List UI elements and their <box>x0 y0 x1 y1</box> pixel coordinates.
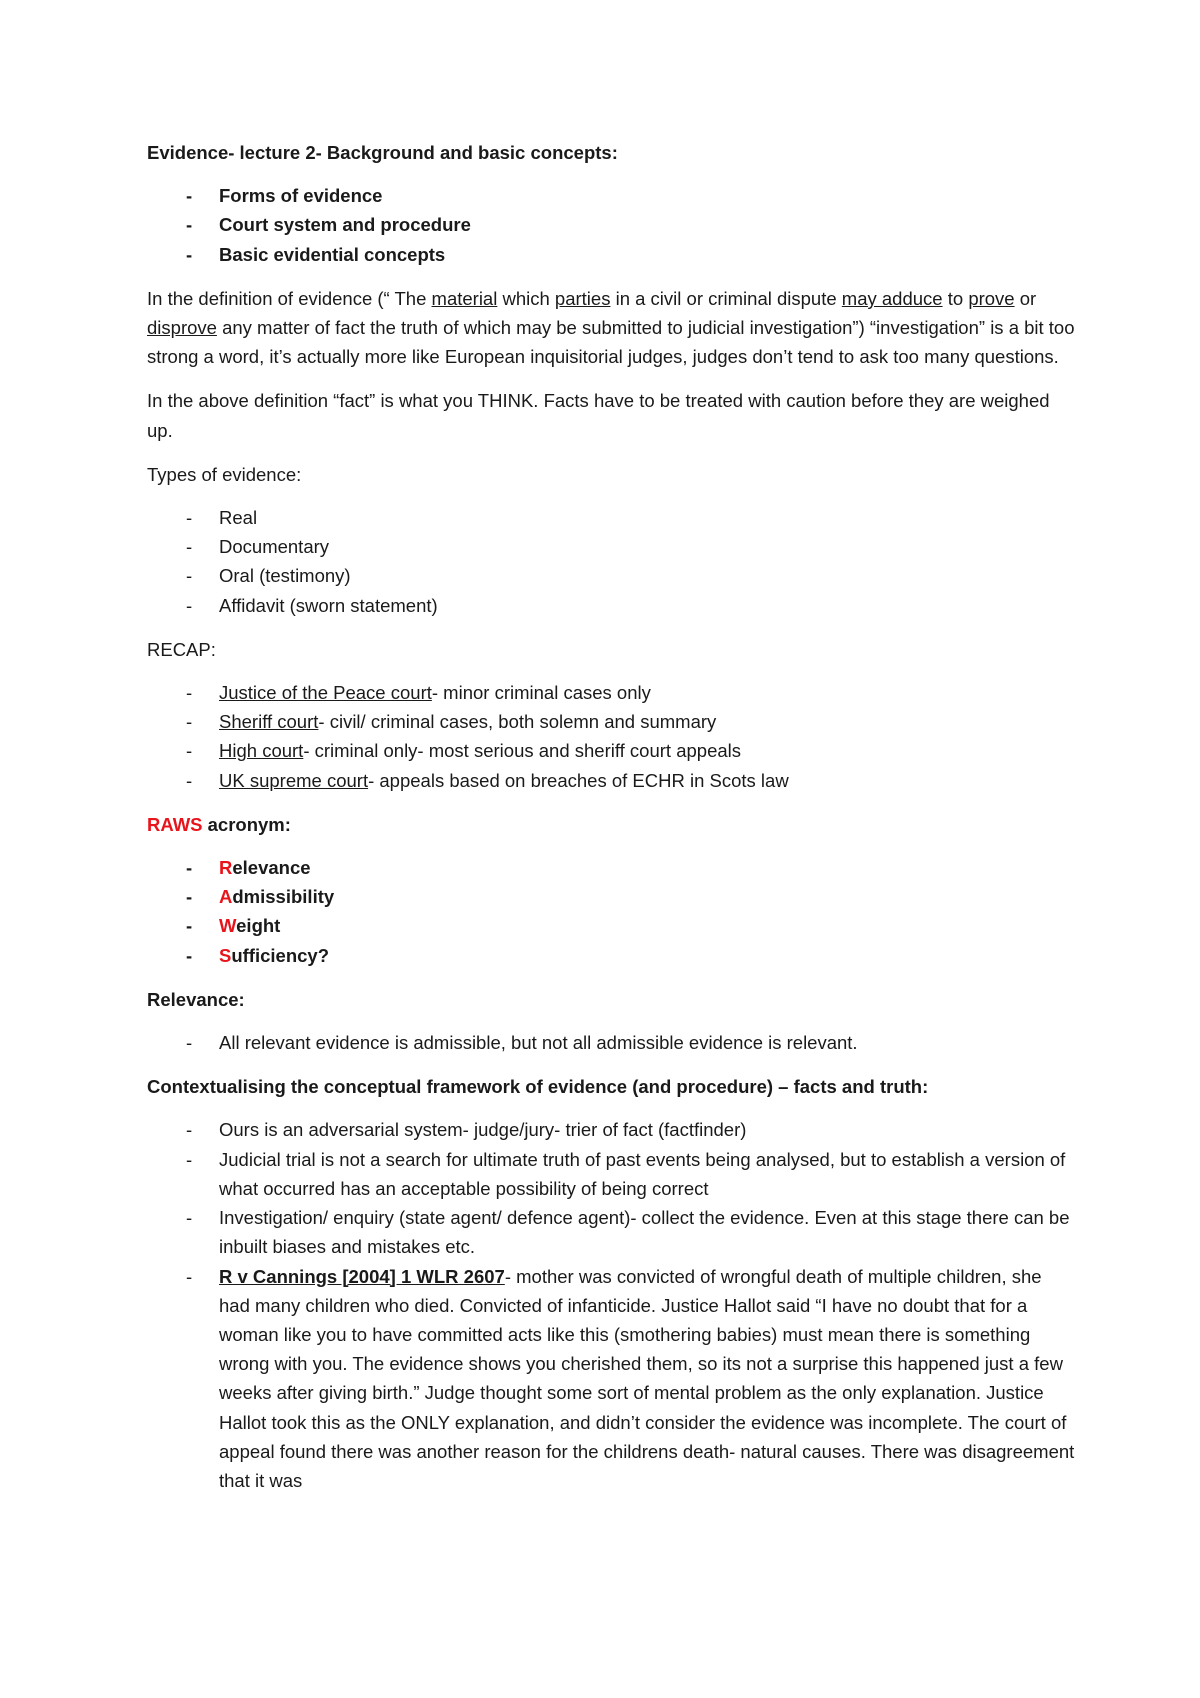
text-run: in a civil or criminal dispute <box>610 287 842 309</box>
court-desc: - appeals based on breaches of ECHR in Scots law <box>368 769 789 791</box>
relevance-heading: Relevance: <box>147 988 245 1010</box>
courts-list <box>147 678 1077 795</box>
fact-paragraph: In the above definition “fact” is what you THINK. Facts have to be treated with caution before they are weighed up. <box>147 390 1050 441</box>
raws-word: RAWS <box>147 813 203 835</box>
text-run: any matter of fact the truth of which may be submitted to judicial investigation”) “investigation” is a bit too strong a word, it’s actually more like European inquisitorial judges, judges don’t tend to ask too many questions. <box>147 317 1075 368</box>
court-name: High court <box>219 740 304 762</box>
text-run: to <box>942 287 969 309</box>
list-item: - Forms of evidence <box>147 181 1077 210</box>
underlined-parties: parties <box>554 287 611 309</box>
context-list <box>147 1115 1077 1495</box>
list-item <box>147 736 1077 765</box>
list-item <box>147 766 1077 795</box>
list-item <box>147 707 1077 736</box>
text-run: In the definition of evidence (“ The <box>147 287 432 309</box>
underlined-material: material <box>431 287 498 309</box>
text-run: which <box>497 287 555 309</box>
court-name: Sheriff court <box>219 711 319 733</box>
list-item <box>147 853 1077 882</box>
raws-rest: dmissibility <box>232 886 335 908</box>
list-item: - Real <box>147 503 1077 532</box>
topics-list <box>147 181 1077 269</box>
document-body <box>147 138 1077 1495</box>
raws-letter: W <box>219 915 237 937</box>
raws-rest: elevance <box>232 857 311 879</box>
raws-letter: S <box>219 944 232 966</box>
raws-list <box>147 853 1077 970</box>
list-item: - Investigation/ enquiry (state agent/ defence agent)- collect the evidence. Even at this stage there can be inbuilt biases and mistakes etc. <box>147 1203 1077 1261</box>
raws-rest: ufficiency? <box>231 944 330 966</box>
list-item <box>147 911 1077 940</box>
raws-letter: A <box>219 886 233 908</box>
list-item: - All relevant evidence is admissible, but not all admissible evidence is relevant. <box>147 1028 1077 1057</box>
raws-rest: eight <box>236 915 281 937</box>
list-item <box>147 1262 1077 1496</box>
page-title: Evidence- lecture 2- Background and basic concepts: <box>147 142 618 163</box>
court-name: Justice of the Peace court <box>219 682 432 704</box>
text-run: or <box>1014 287 1037 309</box>
list-item: - Ours is an adversarial system- judge/jury- trier of fact (factfinder) <box>147 1115 1077 1144</box>
list-item: - Affidavit (sworn statement) <box>147 591 1077 620</box>
court-desc: - minor criminal cases only <box>431 682 651 704</box>
types-heading: Types of evidence: <box>147 463 302 485</box>
list-item: - Judicial trial is not a search for ultimate truth of past events being analysed, but to establish a version of what occurred has an acceptable possibility of being correct <box>147 1145 1077 1203</box>
raws-rest: acronym: <box>202 813 291 835</box>
list-item <box>147 941 1077 970</box>
context-heading: Contextualising the conceptual framework of evidence (and procedure) – facts and truth: <box>147 1076 929 1098</box>
list-item <box>147 678 1077 707</box>
court-desc: - civil/ criminal cases, both solemn and summary <box>318 711 717 733</box>
list-item: - Oral (testimony) <box>147 561 1077 590</box>
definition-paragraph <box>147 284 1077 372</box>
underlined-may-adduce: may adduce <box>841 287 943 309</box>
case-citation: R v Cannings [2004] 1 WLR 2607 <box>219 1265 505 1287</box>
court-desc: - criminal only- most serious and sheriff court appeals <box>303 740 742 762</box>
recap-heading: RECAP: <box>147 638 216 660</box>
court-name: UK supreme court <box>219 769 369 791</box>
list-item: - Court system and procedure <box>147 210 1077 239</box>
raws-letter: R <box>219 857 233 879</box>
types-list <box>147 503 1077 620</box>
list-item: - Basic evidential concepts <box>147 240 1077 269</box>
relevance-list <box>147 1028 1077 1057</box>
underlined-disprove: disprove <box>147 317 217 339</box>
case-text: - mother was convicted of wrongful death of multiple children, she had many children who died. Convicted of infanticide. Justice Hallot said “I have no doubt that for a woman like you to have committed acts like this (smothering babies) must mean there is something wrong with you. The evidence shows you cherished them, so its not a surprise this happened just a few weeks after giving birth.” Judge thought some sort of mental problem as the only explanation. Justice Hallot took this as the ONLY explanation, and didn’t consider the evidence was incomplete. The court of appeal found there was another reason for the childrens death- natural causes. There was disagreement that it was <box>219 1265 1075 1491</box>
list-item: - Documentary <box>147 532 1077 561</box>
raws-heading <box>147 810 1077 839</box>
underlined-prove: prove <box>968 287 1015 309</box>
list-item <box>147 882 1077 911</box>
